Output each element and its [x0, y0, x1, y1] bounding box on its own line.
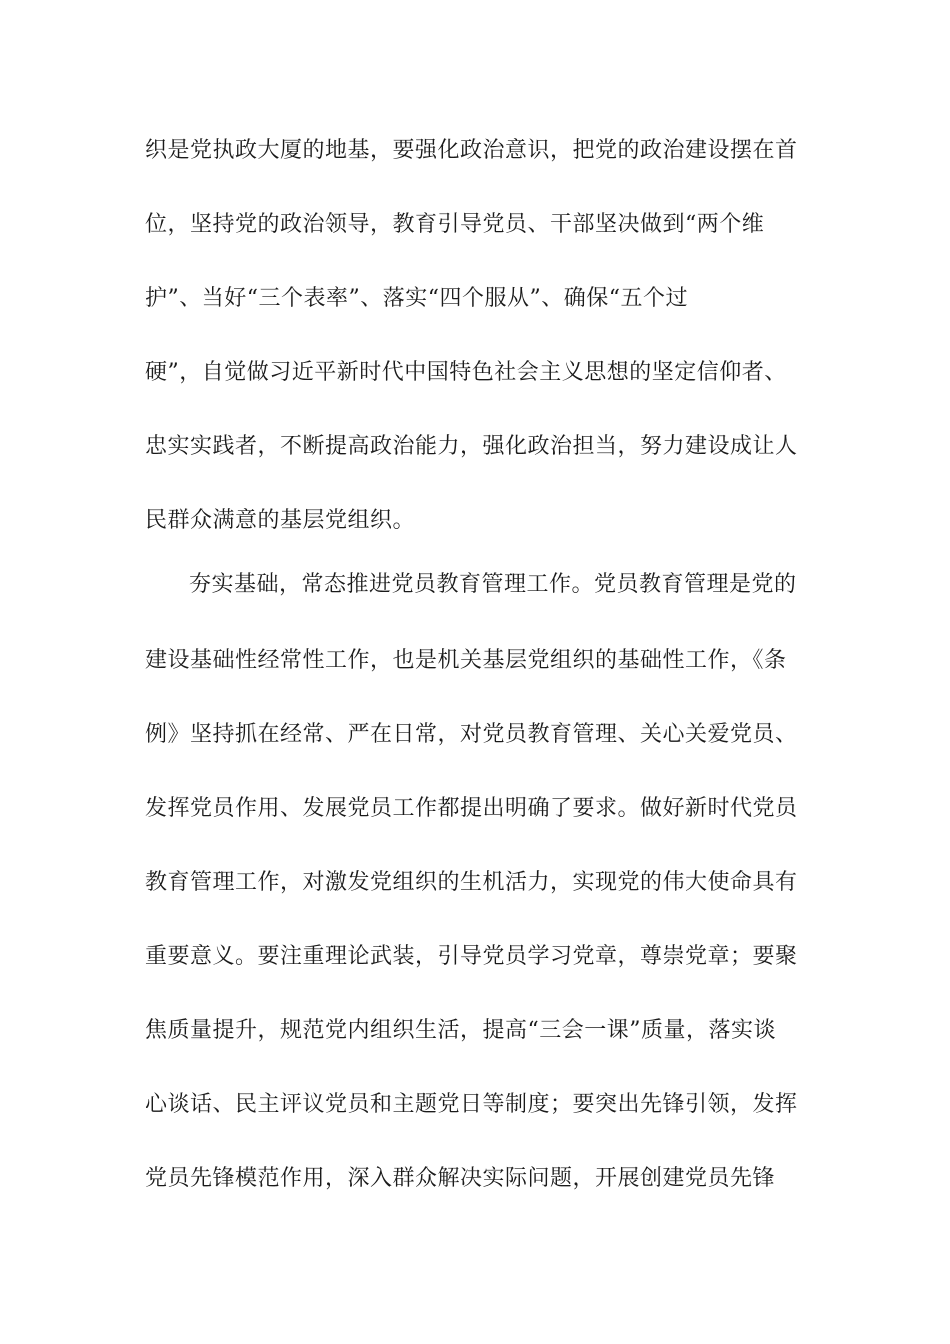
text-line: 硬”，自觉做习近平新时代中国特色社会主义思想的坚定信仰者、 — [145, 360, 787, 385]
text-line: 例》坚持抓在经常、严在日常，对党员教育管理、关心关爱党员、 — [145, 722, 798, 747]
text-line: 民群众满意的基层党组织。 — [145, 508, 416, 533]
paragraph-start-line: 夯实基础，常态推进党员教育管理工作。党员教育管理是党的 — [189, 572, 797, 597]
text-line: 位，坚持党的政治领导，教育引导党员、干部坚决做到“两个维 — [145, 212, 765, 237]
text-line: 重要意义。要注重理论武装，引导党员学习党章，尊崇党章；要聚 — [145, 944, 798, 969]
text-line: 发挥党员作用、发展党员工作都提出明确了要求。做好新时代党员 — [145, 796, 798, 821]
text-line: 忠实实践者，不断提高政治能力，强化政治担当，努力建设成让人 — [145, 434, 798, 459]
text-line: 心谈话、民主评议党员和主题党日等制度；要突出先锋引领，发挥 — [145, 1092, 798, 1117]
text-line: 教育管理工作，对激发党组织的生机活力，实现党的伟大使命具有 — [145, 870, 798, 895]
text-line: 护”、当好“三个表率”、落实“四个服从”、确保“五个过 — [145, 286, 688, 311]
text-line: 织是党执政大厦的地基，要强化政治意识，把党的政治建设摆在首 — [145, 138, 798, 163]
text-line: 建设基础性经常性工作，也是机关基层党组织的基础性工作，《条 — [145, 648, 787, 673]
text-line: 党员先锋模范作用，深入群众解决实际问题，开展创建党员先锋 — [145, 1166, 776, 1191]
text-line: 焦质量提升，规范党内组织生活，提高“三会一课”质量，落实谈 — [145, 1018, 776, 1043]
